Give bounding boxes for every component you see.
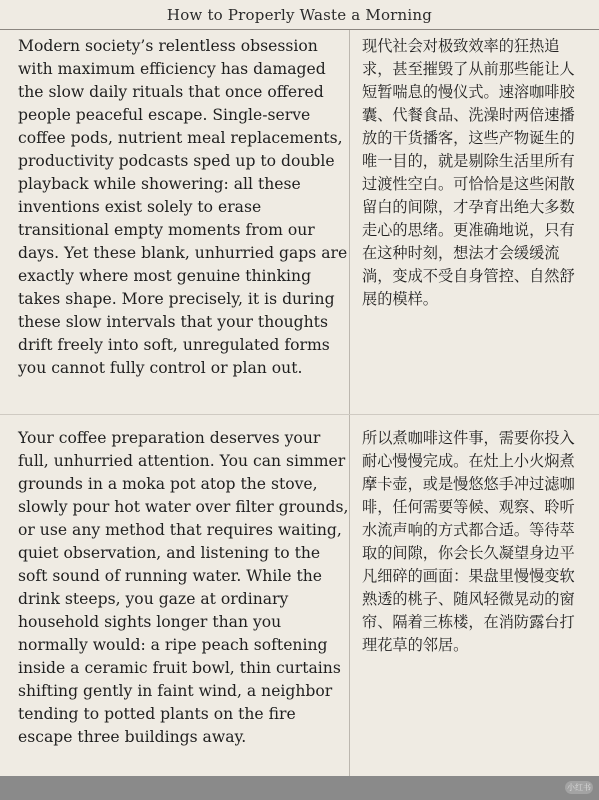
section-2-english: Your coffee preparation deserves your full, unhurried attention. You can simmer grounds in a moka pot atop the stove, slowly pour hot water over filter grounds, or use any method that requires waiting, quiet observation, and listening to the soft sound of running water. While the drink steeps, you gaze at ordinary household sights longer than you normally would: a ripe peach softening inside a ceramic fruit bowl, thin curtains shifting gently in faint wind, a neighbor tending to potted plants on the fire escape three buildings away. xyxy=(18,429,349,746)
section-2-chinese: 所以煮咖啡这件事，需要你投入耐心慢慢完成。在灶上小火焖煮摩卡壶，或是慢悠悠手冲过滤咖啡，任何需要等候、观察、聆听水流声响的方式都合适。等待萃取的间隙，你会长久凝望身边平凡细碎的画面：果盘里慢慢变软熟透的桃子、随风轻微晃动的窗帘、隔着三栋楼，在消防露台打理花草的邻居。 xyxy=(362,429,575,654)
section-divider xyxy=(0,414,599,415)
section-1-english: Modern society’s relentless obsession with maximum efficiency has damaged the slow daily rituals that once offered people peaceful escape. Single-serve coffee pods, nutrient meal replacements, productivity podcasts sped up to double playback while showering: all these inventions exist solely to erase transitional empty moments from our days. Yet these blank, unhurried gaps are exactly where most genuine thinking takes shape. More precisely, it is during these slow intervals that your thoughts drift freely into soft, unregulated forms you cannot fully control or plan out. xyxy=(18,37,348,377)
section-1-chinese: 现代社会对极致效率的狂热追求，甚至摧毁了从前那些能让人短暂喘息的慢仪式。速溶咖啡胶囊、代餐食品、洗澡时两倍速播放的干货播客，这些产物诞生的唯一目的，就是剔除生活里所有过渡性空白。可恰恰是这些闲散留白的间隙，才孕育出绝大多数走心的思绪。更准确地说，只有在这种时刻，想法才会缓缓流淌，变成不受自身管控、自然舒展的模样。 xyxy=(362,37,575,308)
watermark-logo: 小红书 xyxy=(567,783,591,792)
title-rule xyxy=(0,29,599,30)
bottom-bar xyxy=(0,776,599,800)
page-title: How to Properly Waste a Morning xyxy=(166,6,433,24)
